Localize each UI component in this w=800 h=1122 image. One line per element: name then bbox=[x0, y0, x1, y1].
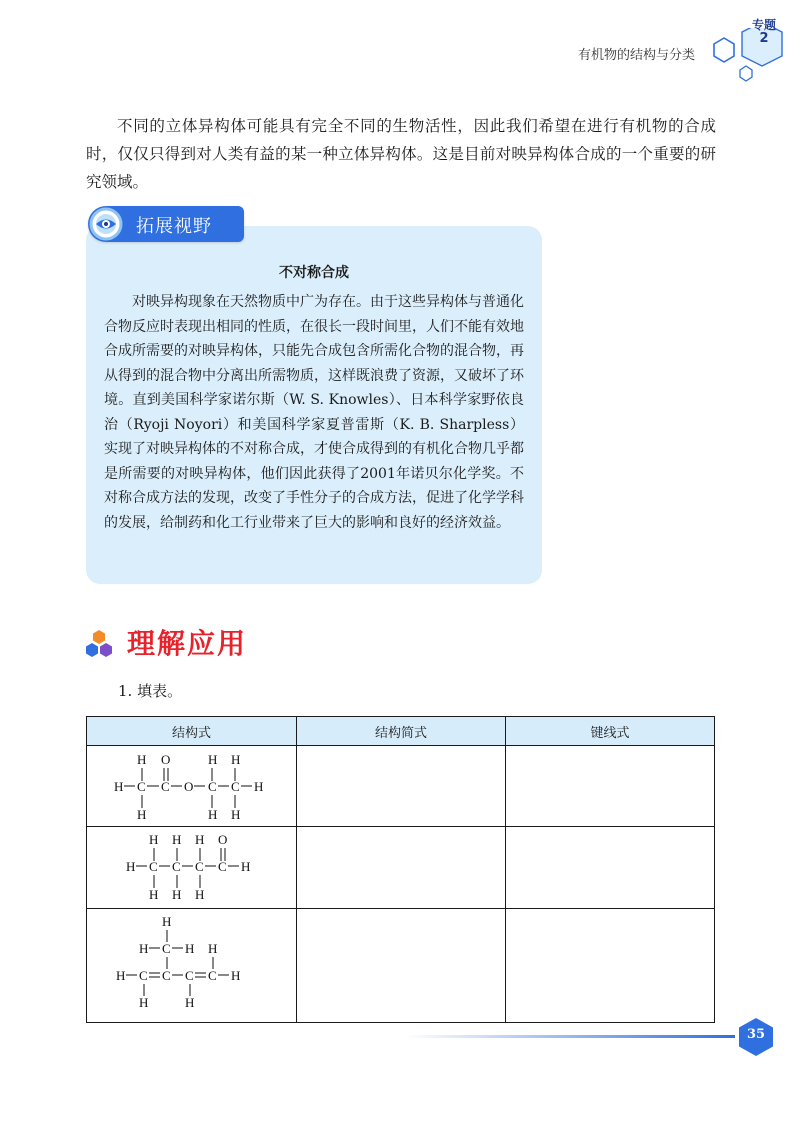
atom-c: C bbox=[218, 859, 227, 874]
structural-formula-3 bbox=[87, 909, 295, 1022]
atom-c: C bbox=[185, 968, 194, 983]
table-row bbox=[87, 746, 715, 827]
chapter-badge-label: 专题 bbox=[751, 18, 776, 32]
condensed-formula-cell[interactable] bbox=[297, 746, 506, 827]
structural-formula-cell bbox=[87, 909, 297, 1023]
atom-h: H bbox=[149, 887, 159, 902]
skeletal-formula-cell[interactable] bbox=[506, 827, 715, 909]
header-skeletal-formula: 键线式 bbox=[506, 717, 715, 746]
atom-h: H bbox=[231, 807, 241, 822]
atom-h: H bbox=[231, 968, 241, 983]
atom-c: C bbox=[161, 779, 170, 794]
atom-h: H bbox=[195, 832, 205, 847]
extension-title: 不对称合成 bbox=[279, 265, 349, 281]
atom-h: H bbox=[137, 807, 147, 822]
atom-h: H bbox=[172, 887, 182, 902]
atom-h: H bbox=[241, 859, 251, 874]
atom-h: H bbox=[116, 968, 126, 983]
atom-c: C bbox=[172, 859, 181, 874]
fill-in-table bbox=[86, 716, 715, 1023]
atom-h: H bbox=[254, 779, 264, 794]
atom-c: C bbox=[139, 968, 148, 983]
table-row bbox=[87, 827, 715, 909]
atom-h: H bbox=[208, 807, 218, 822]
atom-c: C bbox=[231, 779, 240, 794]
atom-h: H bbox=[139, 941, 149, 956]
chapter-badge bbox=[744, 18, 784, 46]
atom-h: H bbox=[137, 752, 147, 767]
atom-c: C bbox=[137, 779, 146, 794]
atom-h: H bbox=[195, 887, 205, 902]
condensed-formula-cell[interactable] bbox=[297, 909, 506, 1023]
condensed-formula-cell[interactable] bbox=[297, 827, 506, 909]
structural-formula-1 bbox=[87, 746, 295, 826]
header-structural-formula: 结构式 bbox=[87, 717, 297, 746]
atom-o: O bbox=[161, 752, 171, 767]
header-condensed-formula: 结构简式 bbox=[297, 717, 506, 746]
atom-o: O bbox=[184, 779, 194, 794]
atom-h: H bbox=[231, 752, 241, 767]
running-header-title: 有机物的结构与分类 bbox=[578, 48, 696, 63]
atom-h: H bbox=[172, 832, 182, 847]
extension-text: 对映异构现象在天然物质中广为存在。由于这些异构体与普通化合物反应时表现出相同的性质，在很长一段时间里，人们不能有效地合成所需要的对映异构体，只能先合成包含所需化合物的混合物，再从得到的混合物中分离出所需物质，这样既浪费了资源，又破坏了环境。直到美国科学家诺尔斯（W. S. Knowles）、日本科学家野依良治（Ryoji Noyori）和美国科学家夏普雷斯（K. B. Sharpless）实现了对映异构体的不对称合成，才使合成得到的有机化合物几乎都是所需要的对映异构体，他们因此获得了2001年诺贝尔化学奖。不对称合成方法的发现，改变了手性分子的合成方法，促进了化学学科的发展，给制药和化工行业带来了巨大的影响和良好的经济效益。 bbox=[104, 294, 524, 531]
atom-c: C bbox=[208, 968, 217, 983]
extension-tab-label: 拓展视野 bbox=[136, 216, 212, 237]
skeletal-formula-cell[interactable] bbox=[506, 909, 715, 1023]
atom-c: C bbox=[162, 968, 171, 983]
table-row bbox=[87, 909, 715, 1023]
structural-formula-2 bbox=[87, 827, 295, 908]
atom-c: C bbox=[208, 779, 217, 794]
section-title: 理解应用 bbox=[127, 627, 248, 660]
atom-o: O bbox=[218, 832, 228, 847]
atom-h: H bbox=[139, 995, 149, 1010]
atom-h: H bbox=[162, 914, 172, 929]
atom-h: H bbox=[185, 941, 195, 956]
question-text: 1. 填表。 bbox=[118, 682, 183, 700]
extension-tab bbox=[88, 206, 244, 242]
footer-rule bbox=[405, 1035, 735, 1038]
structural-formula-cell bbox=[87, 827, 297, 909]
atom-h: H bbox=[149, 832, 159, 847]
atom-c: C bbox=[162, 941, 171, 956]
atom-h: H bbox=[185, 995, 195, 1010]
atom-h: H bbox=[114, 779, 124, 794]
atom-h: H bbox=[126, 859, 136, 874]
atom-c: C bbox=[149, 859, 158, 874]
intro-paragraph: 不同的立体异构体可能具有完全不同的生物活性，因此我们希望在进行有机物的合成时，仅仅只得到对人类有益的某一种立体异构体。这是目前对映异构体合成的一个重要的研究领域。 bbox=[86, 117, 716, 191]
hexagon-cluster-icon bbox=[82, 628, 116, 662]
skeletal-formula-cell[interactable] bbox=[506, 746, 715, 827]
atom-h: H bbox=[208, 752, 218, 767]
atom-h: H bbox=[208, 941, 218, 956]
eye-icon bbox=[88, 206, 124, 242]
structural-formula-cell bbox=[87, 746, 297, 827]
chapter-badge-number: 2 bbox=[759, 31, 769, 46]
atom-c: C bbox=[195, 859, 204, 874]
page-number: 35 bbox=[746, 1027, 766, 1042]
